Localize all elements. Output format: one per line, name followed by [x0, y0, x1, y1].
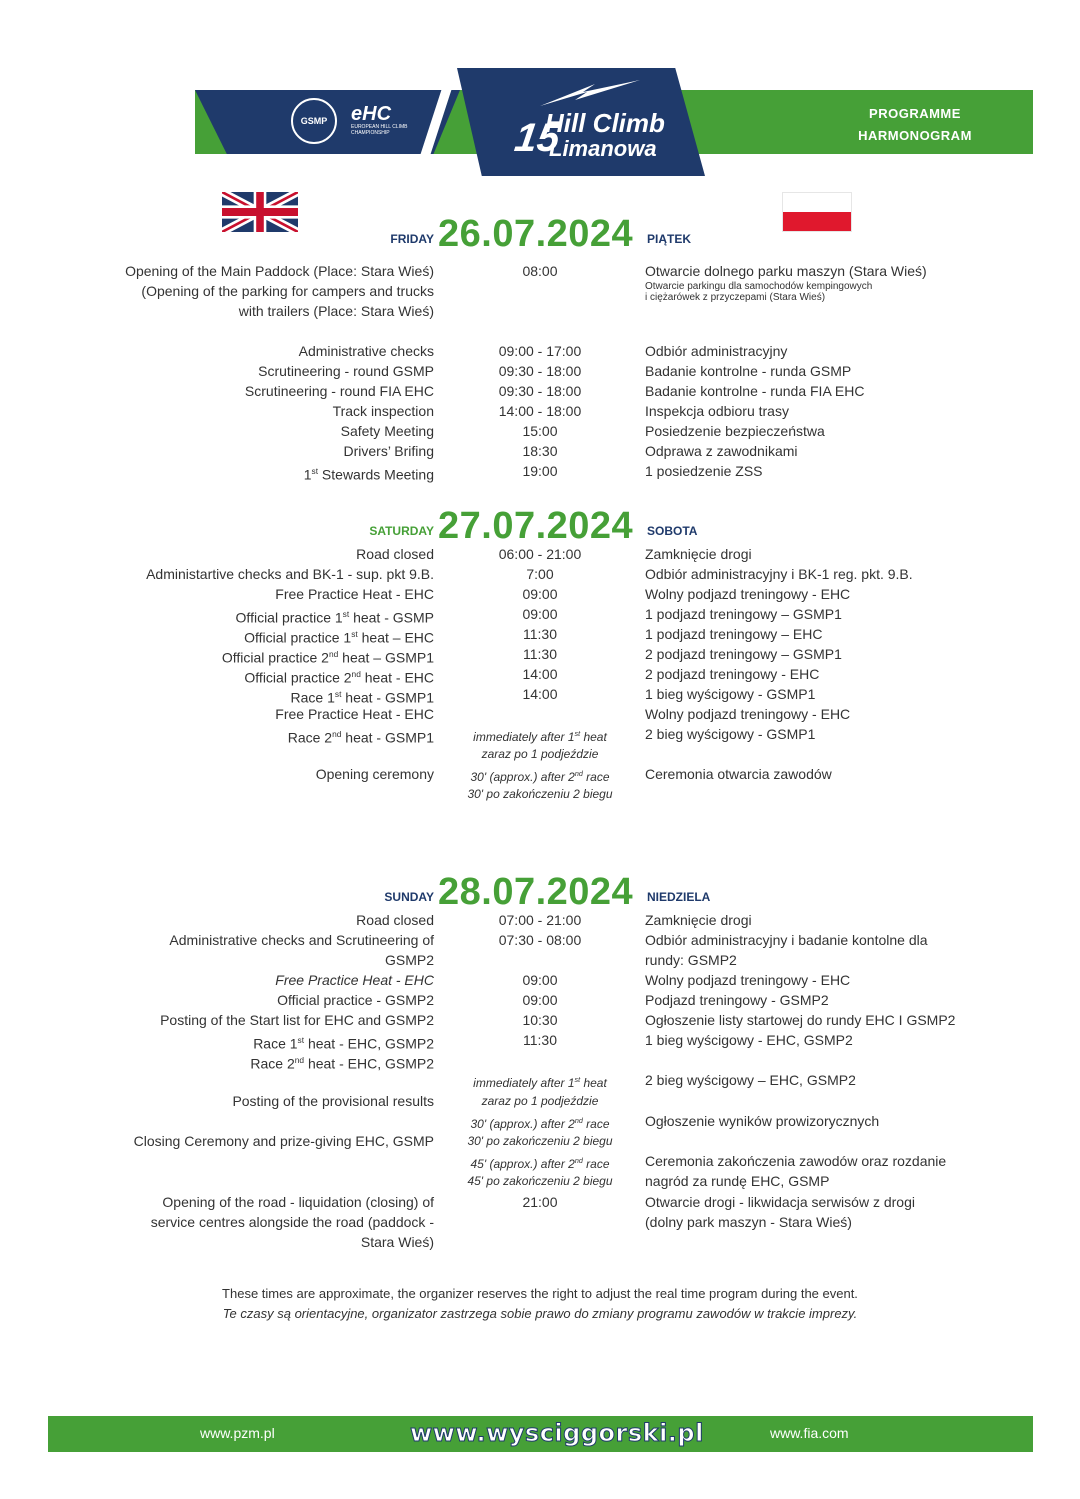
- programme-label: [845, 103, 985, 147]
- event-title-line2: Limanowa: [549, 136, 657, 161]
- row-time: 10:30: [522, 1012, 558, 1028]
- row-pl: Inspekcja odbioru trasy: [645, 403, 789, 419]
- day-pl: PIĄTEK: [647, 232, 692, 246]
- row-en: Free Practice Heat - EHC: [275, 706, 434, 722]
- pzm-link[interactable]: www.pzm.pl: [200, 1425, 275, 1441]
- event-title-line1: Hill Climb: [545, 108, 665, 138]
- row-en: Free Practice Heat - EHC: [275, 586, 434, 602]
- row-pl: 2 podjazd treningowy – GSMP1: [645, 646, 842, 662]
- row-pl: Ogłoszenie wyników prowizorycznych: [645, 1113, 880, 1129]
- event-number: 15: [511, 116, 563, 160]
- row-en: Safety Meeting: [340, 423, 434, 439]
- row-time: 11:30: [523, 646, 557, 662]
- row-time: 09:30 - 18:00: [498, 363, 582, 379]
- row-pl: i ciężarówek z przyczepami (Stara Wieś): [645, 292, 826, 303]
- row-pl: (dolny park maszyn - Stara Wieś): [645, 1214, 852, 1230]
- row-time: 21:00: [522, 1194, 558, 1210]
- row-en: Drivers’ Brifing: [343, 443, 434, 459]
- row-pl: Wolny podjazd treningowy - EHC: [645, 586, 851, 602]
- row-time: 19:00: [522, 463, 558, 479]
- header-banner: [195, 68, 1033, 176]
- row-en: 1st Stewards Meeting: [303, 466, 434, 483]
- ehc-logo: [351, 104, 435, 144]
- day-date: 28.07.2024: [438, 871, 634, 913]
- footer-bar: [48, 1416, 1033, 1452]
- row-en: Administrative checks: [298, 343, 434, 359]
- row-pl: 1 posiedzenie ZSS: [645, 463, 763, 479]
- row-pl: Ceremonia otwarcia zawodów: [645, 766, 832, 782]
- row-en: Opening of the road - liquidation (closing) of: [162, 1194, 434, 1210]
- row-time: 09:00: [522, 972, 558, 988]
- row-en: Posting of the Start list for EHC and GSMP2: [160, 1012, 434, 1028]
- row-time: 06:00 - 21:00: [498, 546, 582, 562]
- day-pl: SOBOTA: [647, 524, 698, 538]
- programme-pl: HARMONOGRAM: [858, 128, 972, 143]
- row-en: Race 1st heat - GSMP1: [290, 689, 434, 706]
- row-time: 14:00 - 18:00: [498, 403, 582, 419]
- row-pl: Podjazd treningowy - GSMP2: [645, 992, 829, 1008]
- day-header-friday: [0, 206, 1080, 255]
- row-en: Official practice 2nd heat – GSMP1: [221, 649, 434, 666]
- row-time: 07:30 - 08:00: [498, 932, 582, 948]
- day-en: SUNDAY: [384, 890, 434, 904]
- row-pl: Otwarcie drogi - likwidacja serwisów z drogi: [645, 1194, 915, 1210]
- row-en: Race 1st heat - EHC, GSMP2: [253, 1035, 434, 1052]
- day-pl: NIEDZIELA: [647, 890, 711, 904]
- row-en: Scrutineering - round GSMP: [258, 363, 434, 379]
- row-pl: Badanie kontrolne - runda GSMP: [645, 363, 852, 379]
- row-time: 11:30: [523, 1032, 557, 1048]
- wysciggorski-link[interactable]: www.wysciggorski.pl: [410, 1419, 704, 1447]
- row-en: Opening of the Main Paddock (Place: Stara Wieś): [125, 263, 434, 279]
- row-time: 09:00: [522, 606, 558, 622]
- row-en: Race 2nd heat - EHC, GSMP2: [250, 1055, 434, 1072]
- row-pl: Zamknięcie drogi: [645, 912, 752, 928]
- row-time: 14:00: [522, 686, 558, 702]
- day-en: SATURDAY: [369, 524, 434, 538]
- row-en: GSMP2: [384, 952, 434, 968]
- row-en: Race 2nd heat - GSMP1: [287, 729, 434, 746]
- row-time: 11:30: [523, 626, 557, 642]
- row-en: Opening ceremony: [315, 766, 434, 782]
- row-pl: Otwarcie parkingu dla samochodów kempingowych: [645, 281, 873, 292]
- row-en: Official practice 1st heat - GSMP: [235, 609, 434, 626]
- row-pl: 1 bieg wyścigowy - GSMP1: [645, 686, 816, 702]
- row-en: Official practice 2nd heat - EHC: [244, 669, 434, 686]
- row-en: Stara Wieś): [360, 1234, 434, 1250]
- row-time: 08:00: [522, 263, 558, 279]
- row-time: 30' (approx.) after 2nd race: [470, 769, 610, 784]
- row-time: zaraz po 1 podjeździe: [481, 1094, 599, 1108]
- row-pl: Zamknięcie drogi: [645, 546, 752, 562]
- row-pl: 2 bieg wyścigowy – EHC, GSMP2: [645, 1072, 856, 1088]
- row-pl: Badanie kontrolne - runda FIA EHC: [645, 383, 865, 399]
- row-en: Official practice 1st heat – EHC: [244, 629, 434, 646]
- gsmp-logo: GSMP: [291, 98, 337, 144]
- row-pl: 2 podjazd treningowy - EHC: [645, 666, 820, 682]
- fia-link[interactable]: www.fia.com: [770, 1425, 849, 1441]
- ehc-logo-subtext: EUROPEAN HILL CLIMB CHAMPIONSHIP: [351, 124, 408, 136]
- row-pl: Wolny podjazd treningowy - EHC: [645, 972, 851, 988]
- disclaimer-pl: Te czasy są orientacyjne, organizator zastrzega sobie prawo do zmiany programu zawodów w trakcie imprezy.: [222, 1306, 858, 1321]
- row-time: 7:00: [526, 566, 554, 582]
- row-time: immediately after 1st heat: [473, 729, 607, 744]
- day-date: 26.07.2024: [438, 213, 634, 255]
- disclaimer-en: These times are approximate, the organizer reserves the right to adjust the real time program during the event.: [222, 1286, 858, 1301]
- row-pl: 2 bieg wyścigowy - GSMP1: [645, 726, 816, 742]
- row-en: Administrative checks and Scrutineering of: [169, 932, 434, 948]
- row-pl: Wolny podjazd treningowy - EHC: [645, 706, 851, 722]
- row-pl: Ogłoszenie listy startowej do rundy EHC I GSMP2: [645, 1012, 956, 1028]
- row-en: Road closed: [356, 912, 434, 928]
- row-pl: Odbiór administracyjny i BK-1 reg. pkt. 9.B.: [645, 566, 913, 582]
- row-time: immediately after 1st heat: [473, 1075, 607, 1090]
- hill-climb-logo: [511, 78, 675, 168]
- ehc-logo-text: eHC: [351, 103, 392, 125]
- row-en: Official practice - GSMP2: [277, 992, 434, 1008]
- row-en: Administartive checks and BK-1 - sup. pkt 9.B.: [146, 566, 434, 582]
- row-en: Track inspection: [332, 403, 434, 419]
- row-pl: rundy: GSMP2: [645, 952, 737, 968]
- row-pl: Posiedzenie bezpieczeństwa: [645, 423, 825, 439]
- row-time: 09:00 - 17:00: [498, 343, 582, 359]
- row-en: service centres alongside the road (paddock -: [150, 1214, 434, 1230]
- row-pl: Ceremonia zakończenia zawodów oraz rozdanie: [645, 1153, 947, 1169]
- row-en: Closing Ceremony and prize-giving EHC, GSMP: [133, 1133, 434, 1149]
- row-time: 09:00: [522, 992, 558, 1008]
- row-en: with trailers (Place: Stara Wieś): [238, 303, 434, 319]
- row-en: Scrutineering - round FIA EHC: [244, 383, 434, 399]
- row-time: 07:00 - 21:00: [498, 912, 582, 928]
- row-time: 14:00: [522, 666, 558, 682]
- row-en: Free Practice Heat - EHC: [275, 972, 434, 988]
- row-time: 30' po zakończeniu 2 biegu: [467, 1134, 613, 1148]
- row-en: (Opening of the parking for campers and trucks: [141, 283, 434, 299]
- day-header-sunday: [0, 864, 1080, 913]
- row-pl: Otwarcie dolnego parku maszyn (Stara Wieś): [645, 263, 927, 279]
- day-date: 27.07.2024: [438, 505, 634, 547]
- row-time: zaraz po 1 podjeździe: [481, 747, 599, 761]
- row-pl: 1 bieg wyścigowy - EHC, GSMP2: [645, 1032, 853, 1048]
- row-en: Road closed: [356, 546, 434, 562]
- row-time: 45' po zakończeniu 2 biegu: [467, 1174, 613, 1188]
- row-time: 09:00: [522, 586, 558, 602]
- row-time: 18:30: [522, 443, 558, 459]
- programme-en: PROGRAMME: [869, 106, 961, 121]
- row-pl: Odprawa z zawodnikami: [645, 443, 798, 459]
- row-time: 30' (approx.) after 2nd race: [470, 1116, 610, 1131]
- row-pl: 1 podjazd treningowy – GSMP1: [645, 606, 842, 622]
- row-pl: nagród za rundę EHC, GSMP: [645, 1173, 830, 1189]
- row-pl: Odbiór administracyjny i badanie kontolne dla: [645, 932, 928, 948]
- row-time: 30' po zakończeniu 2 biegu: [467, 787, 613, 801]
- day-en: FRIDAY: [390, 232, 434, 246]
- lightning-icon: [535, 78, 645, 108]
- row-time: 15:00: [522, 423, 558, 439]
- row-time: 09:30 - 18:00: [498, 383, 582, 399]
- row-pl: Odbiór administracyjny: [645, 343, 788, 359]
- row-pl: 1 podjazd treningowy – EHC: [645, 626, 823, 642]
- row-en: Posting of the provisional results: [232, 1093, 434, 1109]
- day-header-saturday: [0, 498, 1080, 547]
- row-time: 45' (approx.) after 2nd race: [470, 1156, 610, 1171]
